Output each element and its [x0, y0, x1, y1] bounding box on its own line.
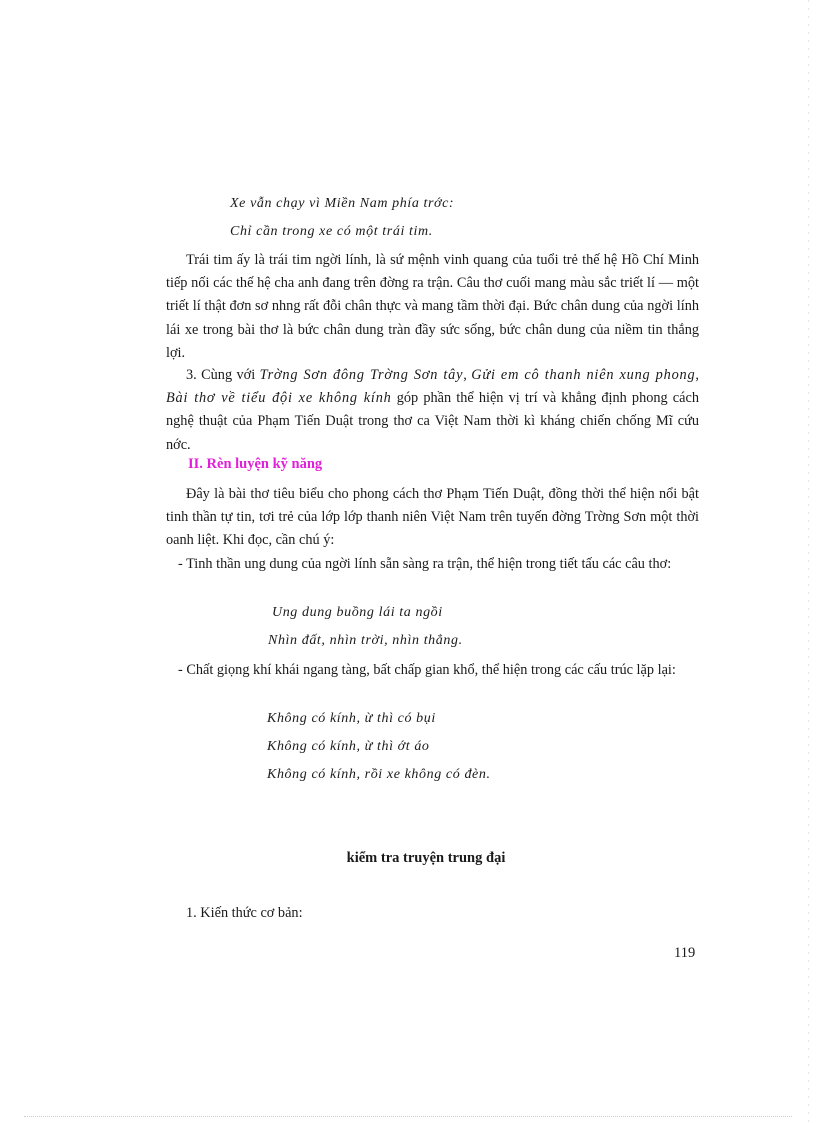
paragraph: Đây là bài thơ tiêu biểu cho phong cách thơ Phạm Tiến Duật, đồng thời thể hiện nổi bật tinh thần tự tin, tơi trẻ của lớp lớp thanh niên Việt Nam trên tuyến đờng Trờng Sơn một thời oanh liệt. Khi đọc, cần chú ý:: [166, 486, 699, 549]
verse-line: Nhìn đất, nhìn trời, nhìn thẳng.: [268, 633, 463, 648]
paragraph: Trái tim ấy là trái tim ngời lính, là sứ mệnh vinh quang của tuổi trẻ thế hệ Hồ Chí Minh tiếp nối các thế hệ cha anh đang trên đờng ra trận. Câu thơ cuối mang màu sắc triết lí — một triết lí thật đơn sơ nhng rất đỗi chân thực và mang tầm thời đại. Bức chân dung của ngời lính lái xe trong bài thơ là bức chân dung tràn đầy sức sống, bức chân dung của niềm tin thắng lợi.: [166, 252, 699, 361]
verse-line: Không có kính, ừ thì ớt áo: [267, 739, 430, 754]
page-border: [808, 0, 809, 1123]
verse-line: Xe vẫn chạy vì Miền Nam phía trớc:: [230, 196, 455, 211]
verse-line: Ung dung buồng lái ta ngồi: [272, 605, 443, 620]
paragraph: - Tinh thần ung dung của ngời lính sẵn sàng ra trận, thể hiện trong tiết tấu các câu thơ:: [178, 556, 672, 572]
work-title: Bài thơ về tiểu đội xe không kính: [166, 390, 392, 407]
section-heading: II. Rèn luyện kỹ năng: [188, 456, 323, 472]
page-number: 119: [674, 945, 696, 961]
list-item: 1. Kiến thức cơ bản:: [186, 905, 303, 921]
section-title: kiểm tra truyện trung đại: [346, 850, 506, 866]
paragraph: - Chất giọng khí khái ngang tàng, bất chấp gian khổ, thể hiện trong các cấu trúc lặp lại:: [178, 662, 676, 678]
verse-line: Không có kính, ừ thì có bụi: [267, 711, 436, 726]
page-border: [24, 1116, 792, 1117]
work-title: Gửi em cô thanh niên xung phong: [471, 367, 696, 383]
work-title: Trờng Sơn đông Trờng Sơn tây: [259, 367, 464, 383]
verse-line: Chỉ cần trong xe có một trái tim.: [230, 224, 433, 239]
paragraph: 3. Cùng với Trờng Sơn đông Trờng Sơn tây, Gửi em cô thanh niên xung phong, Bài thơ về tiểu đội xe không kính góp phần thể hiện vị trí và khẳng định phong cách nghệ thuật của Phạm Tiến Duật trong thơ ca Việt Nam thời kì kháng chiến chống Mĩ cứu nớc.: [166, 367, 699, 453]
verse-line: Không có kính, rồi xe không có đèn.: [267, 767, 491, 782]
